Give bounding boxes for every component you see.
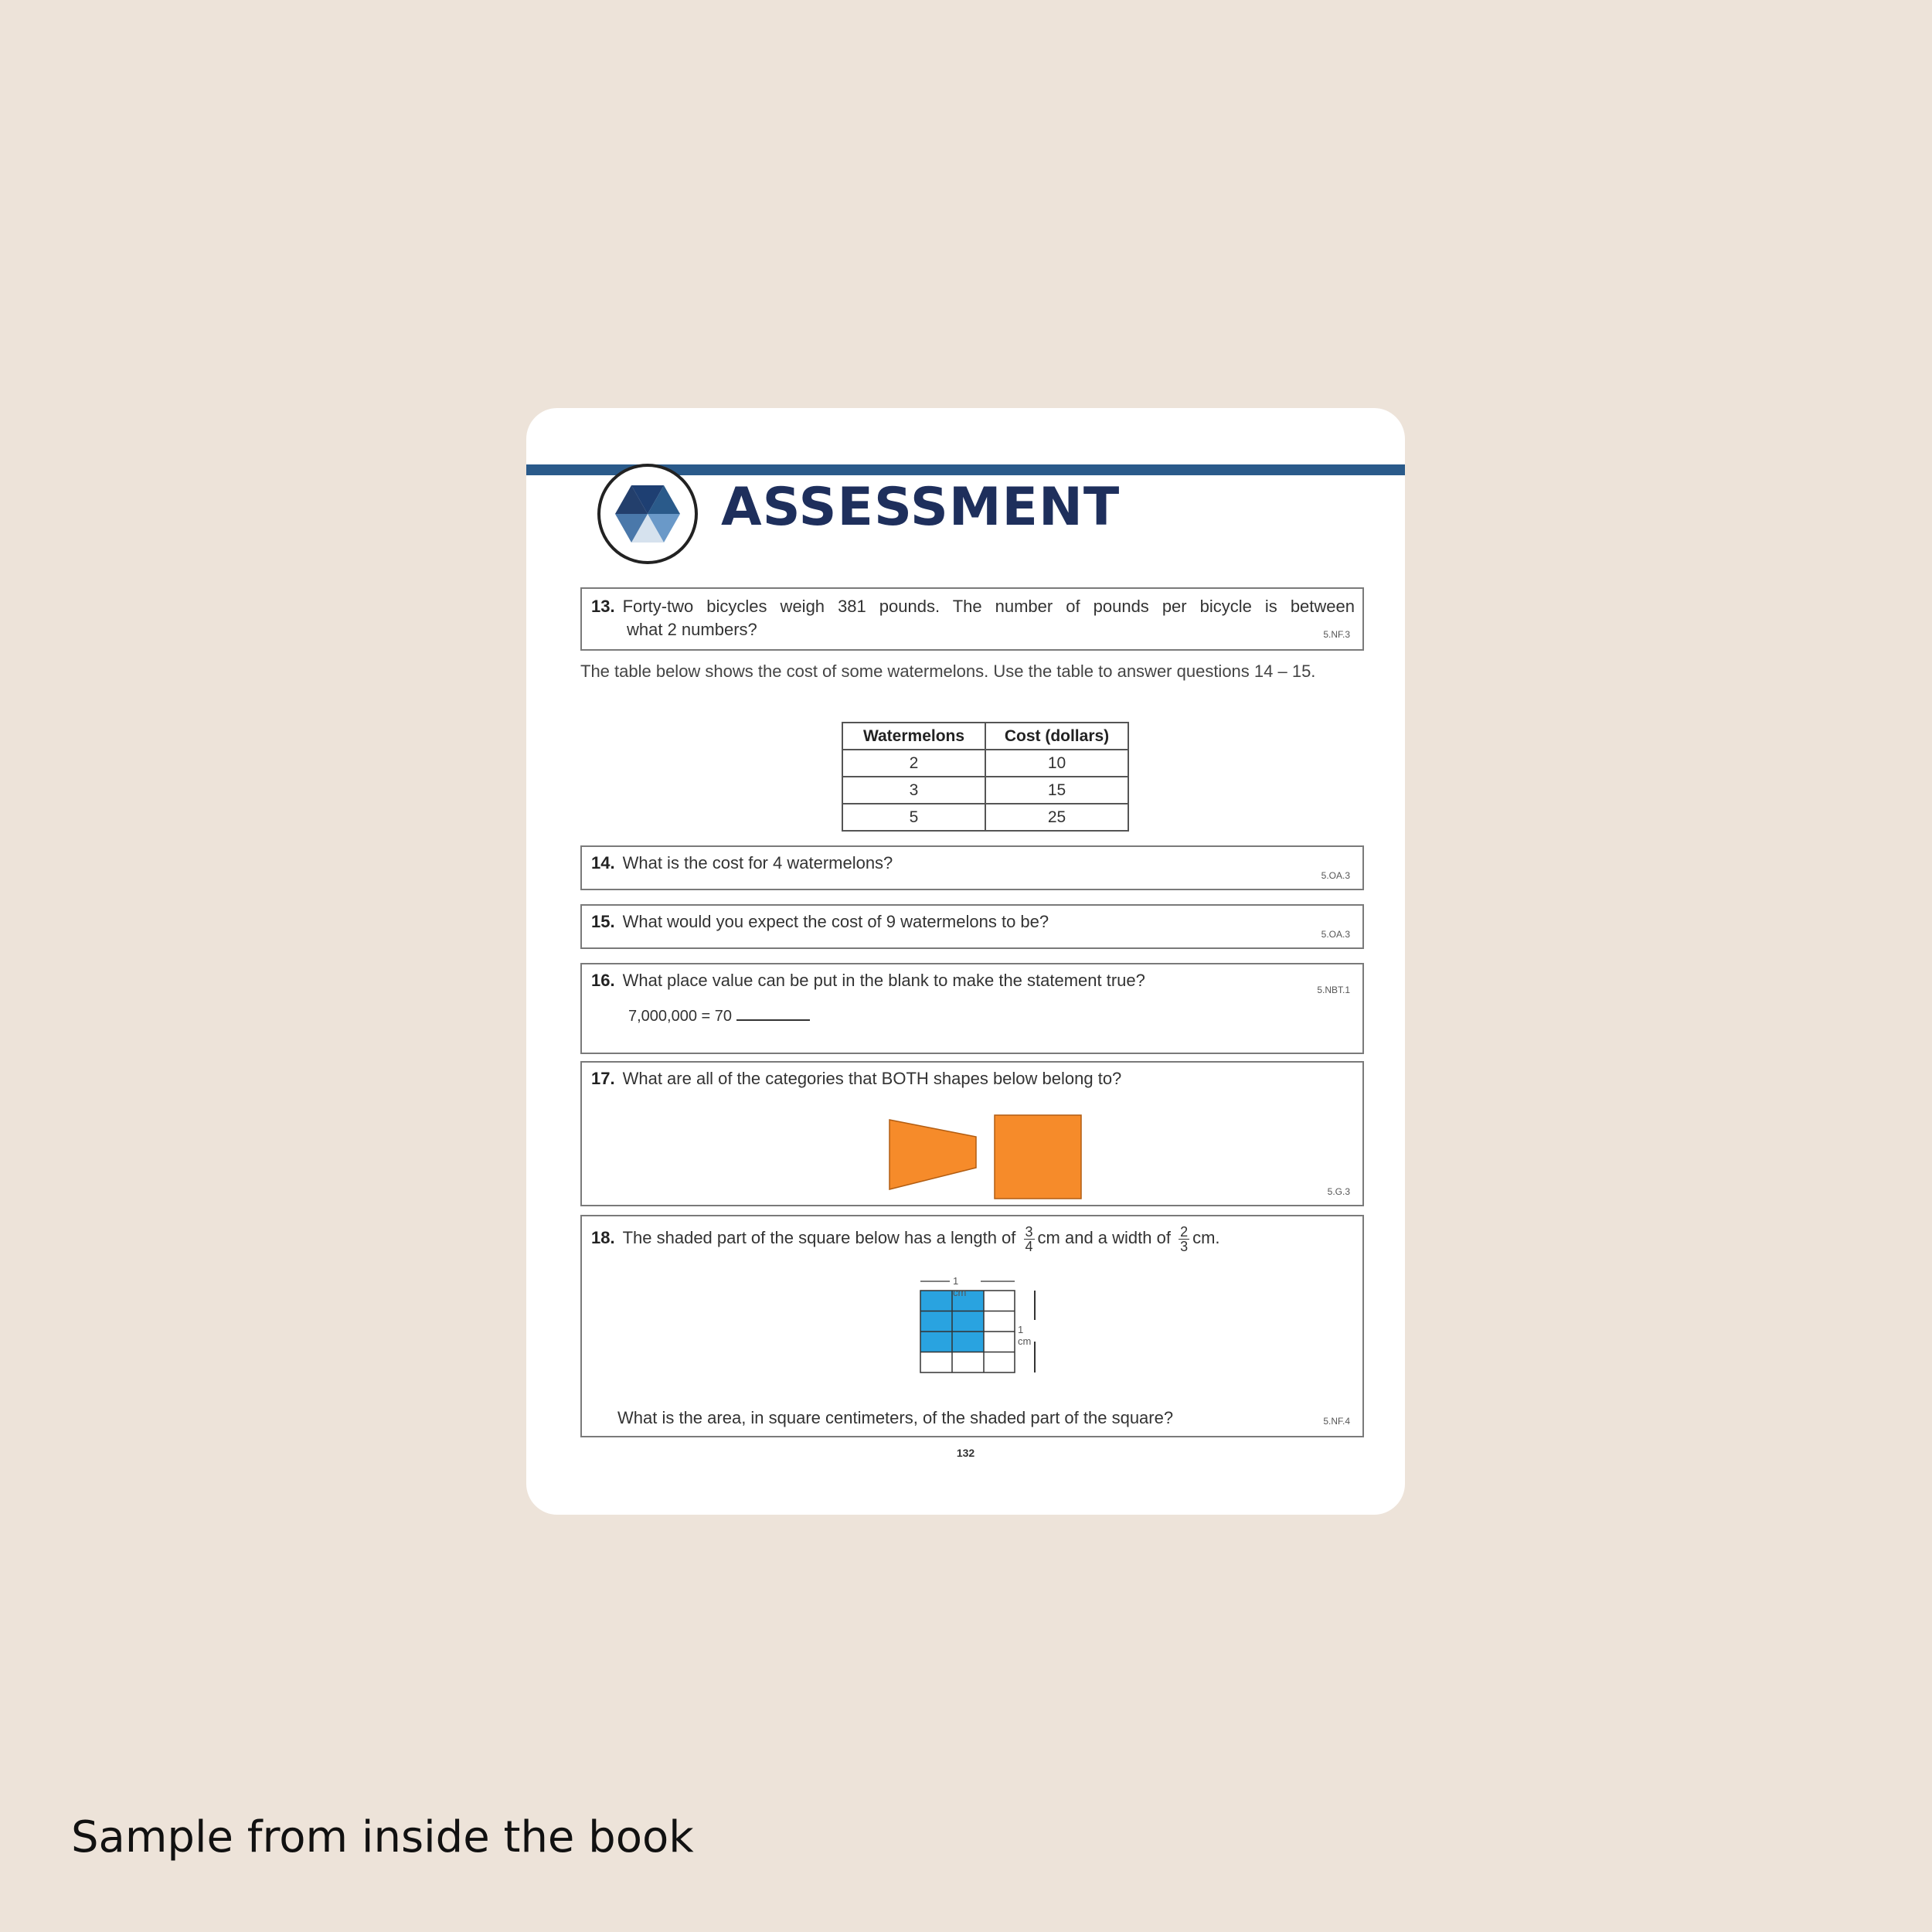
question-text: What place value can be put in the blank to make the statement true? bbox=[622, 971, 1145, 990]
answer-blank bbox=[736, 1019, 810, 1021]
question-16 bbox=[580, 963, 1364, 1054]
square-shape bbox=[995, 1115, 1081, 1199]
column-header: Cost (dollars) bbox=[985, 723, 1128, 750]
standard-code: 5.NF.3 bbox=[1323, 629, 1350, 640]
dimension-label-top: 1 cm bbox=[953, 1275, 967, 1298]
fraction-length: $\frac{3}{4}$ bbox=[1025, 1223, 1033, 1254]
standard-code: 5.G.3 bbox=[1327, 1186, 1350, 1197]
table-cell: 25 bbox=[985, 804, 1128, 831]
question-subtext: What is the area, in square centimeters, of the shaded part of the square? bbox=[617, 1408, 1174, 1427]
dimension-label-side: 1 cm bbox=[1018, 1324, 1032, 1347]
question-17 bbox=[580, 1061, 1364, 1206]
table-row bbox=[842, 804, 1128, 831]
question-14 bbox=[580, 845, 1364, 890]
caption-text: Sample from inside the book bbox=[71, 1812, 694, 1862]
question-15 bbox=[580, 904, 1364, 949]
table-header-row bbox=[842, 723, 1128, 750]
watermelon-table bbox=[842, 722, 1129, 832]
table-cell: 2 bbox=[842, 750, 985, 777]
table-row bbox=[842, 777, 1128, 804]
fraction-width: $\frac{2}{3}$ bbox=[1180, 1223, 1189, 1254]
table-row bbox=[842, 750, 1128, 777]
equation-text: 7,000,000 = 70 bbox=[628, 1008, 733, 1025]
hexagon-logo-icon bbox=[597, 464, 698, 564]
question-text: What are all of the categories that BOTH shapes below belong to? bbox=[622, 1069, 1122, 1088]
book-page bbox=[526, 408, 1405, 1515]
question-text: What is the cost for 4 watermelons? bbox=[622, 853, 893, 872]
question-number: 18. bbox=[591, 1228, 615, 1247]
table-cell: 10 bbox=[985, 750, 1128, 777]
question-text-part2: cm and a width of bbox=[1037, 1228, 1171, 1247]
question-text-line2: what 2 numbers? bbox=[627, 620, 757, 639]
standard-code: 5.NBT.1 bbox=[1317, 985, 1350, 995]
trapezoid-shape bbox=[889, 1120, 976, 1189]
question-number: 16. bbox=[591, 971, 615, 990]
question-text-part1: The shaded part of the square below has a length of bbox=[622, 1228, 1016, 1247]
table-intro-text: The table below shows the cost of some watermelons. Use the table to answer questions 14 – 15. bbox=[580, 662, 1316, 681]
table-cell: 15 bbox=[985, 777, 1128, 804]
question-number: 17. bbox=[591, 1069, 615, 1088]
question-number: 13. bbox=[591, 597, 615, 616]
page-number: 132 bbox=[956, 1447, 975, 1459]
page-title: ASSESSMENT bbox=[721, 477, 1121, 538]
question-number: 14. bbox=[591, 853, 615, 872]
standard-code: 5.NF.4 bbox=[1323, 1416, 1350, 1427]
question-13 bbox=[580, 587, 1364, 651]
question-text-part3: cm. bbox=[1192, 1228, 1220, 1247]
standard-code: 5.OA.3 bbox=[1321, 870, 1350, 881]
question-text-line1: Forty-two bicycles weigh 381 pounds. The number of pounds per bicycle is between bbox=[622, 597, 1355, 616]
question-number: 15. bbox=[591, 912, 615, 931]
question-text: What would you expect the cost of 9 watermelons to be? bbox=[622, 912, 1049, 931]
standard-code: 5.OA.3 bbox=[1321, 929, 1350, 940]
table-cell: 5 bbox=[842, 804, 985, 831]
question-18 bbox=[580, 1215, 1364, 1437]
column-header: Watermelons bbox=[842, 723, 985, 750]
table-cell: 3 bbox=[842, 777, 985, 804]
shapes-figure bbox=[888, 1114, 1089, 1200]
